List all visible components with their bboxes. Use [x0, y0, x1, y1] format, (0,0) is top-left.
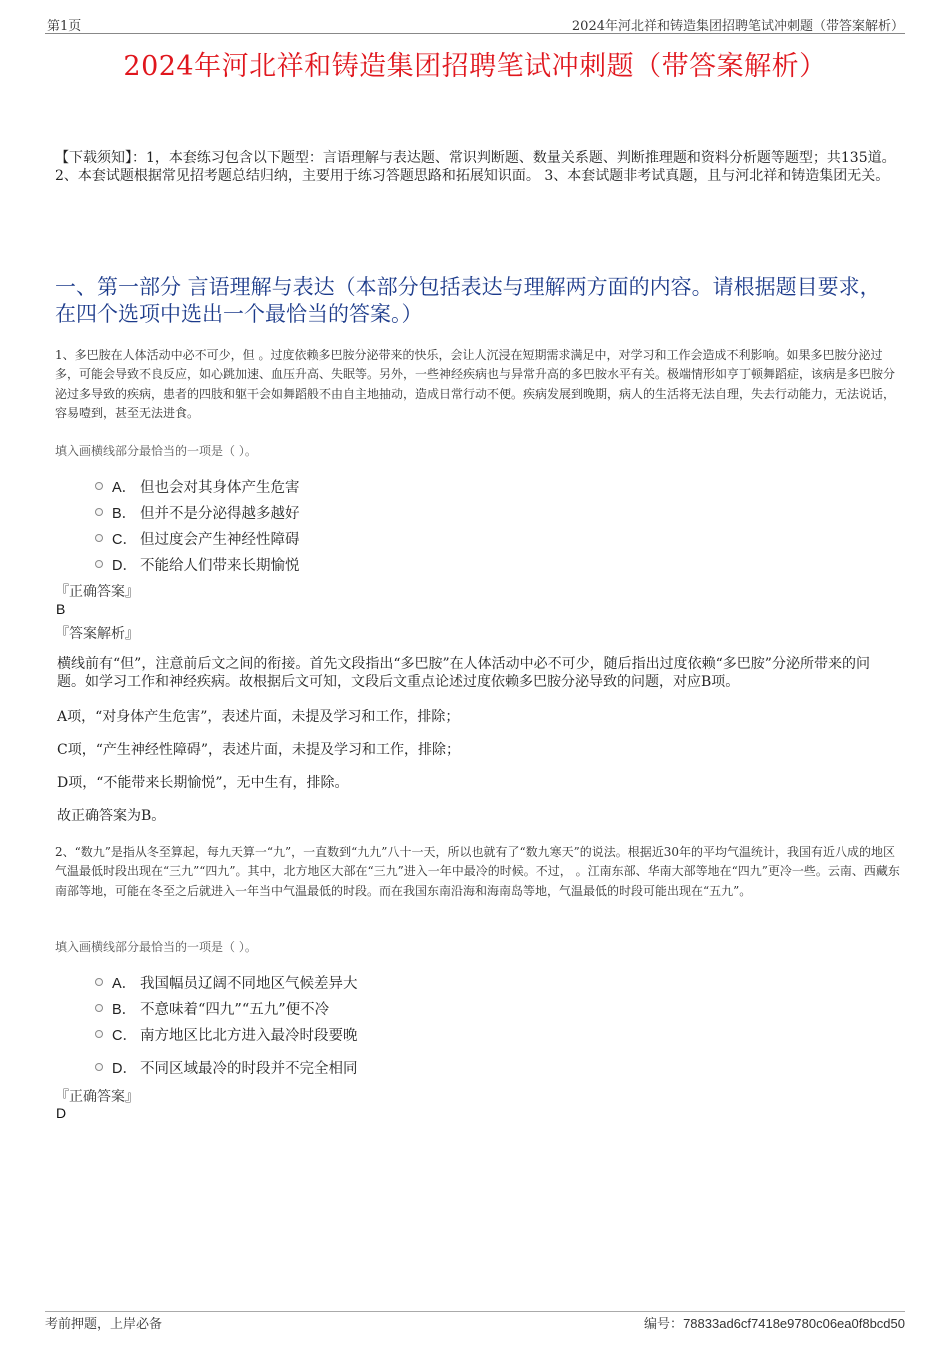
radio-button[interactable] [95, 508, 103, 516]
q1-option-a[interactable] [95, 476, 300, 496]
section-heading: 一、第一部分 言语理解与表达（本部分包括表达与理解两方面的内容。请根据题目要求，在四个选项中选出一个最恰当的答案。） [55, 275, 881, 326]
footer-divider [45, 1311, 905, 1312]
option-letter: C． [112, 531, 137, 548]
q1-analysis-c: C项，“产生神经性障碍”，表述片面，未提及学习和工作，排除； [57, 742, 461, 758]
running-title: 2024年河北祥和铸造集团招聘笔试冲刺题（带答案解析） [571, 19, 904, 34]
option-text: 不意味着“四九”“五九”便不冷 [140, 1001, 330, 1018]
question-1-prompt: 填入画横线部分最恰当的一项是（ ）。 [55, 444, 257, 458]
option-text: 但也会对其身体产生危害 [140, 479, 300, 496]
radio-button[interactable] [95, 560, 103, 568]
q1-option-c[interactable] [95, 528, 300, 548]
q1-analysis-a: A项，“对身体产生危害”，表述片面，未提及学习和工作，排除； [57, 709, 460, 725]
q1-answer: B [56, 601, 66, 617]
document-title: 2024年河北祥和铸造集团招聘笔试冲刺题（带答案解析） [123, 51, 827, 82]
q1-answer-label: 『正确答案』 [55, 584, 139, 600]
header-divider [45, 33, 905, 34]
question-1-text: 1、多巴胺在人体活动中必不可少，但 。过度依赖多巴胺分泌带来的快乐，会让人沉浸在短期需求满足中，对学习和工作会造成不利影响。如果多巴胺分泌过多，可能会导致不良反应，如心跳加速、血压升高、失眠等。另外，一些神经疾病也与异常升高的多巴胺水平有关。极端情形如亨丁顿舞蹈症，该病是多巴胺分泌过多导致的疾病，患者的四肢和躯干会如舞蹈般不由自主地抽动，造成日常行动不便。疾病发展到晚期，病人的生活将无法自理，失去行动能力，无法说话，容易噎到，甚至无法进食。 [55, 348, 896, 420]
option-letter: B． [112, 1001, 137, 1018]
option-letter: D． [112, 557, 137, 574]
question-2-prompt: 填入画横线部分最恰当的一项是（ ）。 [55, 940, 257, 954]
q1-analysis-d: D项，“不能带来长期愉悦”，无中生有，排除。 [57, 775, 349, 791]
q2-option-a[interactable] [95, 972, 358, 992]
q1-analysis-label: 『答案解析』 [55, 626, 139, 642]
radio-button[interactable] [95, 482, 103, 490]
option-letter: C． [112, 1027, 137, 1044]
option-letter: D． [112, 1060, 137, 1077]
q1-conclusion: 故正确答案为B。 [57, 808, 166, 824]
q1-option-d[interactable] [95, 554, 300, 574]
radio-button[interactable] [95, 978, 103, 986]
download-notice: 【下载须知】：1，本套练习包含以下题型：言语理解与表达题、常识判断题、数量关系题、判断推理题和资料分析题等题型；共135道。 2、本套试题根据常见招考题总结归纳，主要用于练习答题思路和拓展知识面。 3、本套试题非考试真题，且与河北祥和铸造集团无关。 [55, 150, 896, 184]
option-text: 不同区域最冷的时段并不完全相同 [140, 1060, 358, 1077]
q2-answer: D [56, 1105, 67, 1121]
radio-button[interactable] [95, 534, 103, 542]
option-letter: A． [112, 479, 137, 496]
q2-answer-label: 『正确答案』 [55, 1089, 139, 1105]
q2-option-b[interactable] [95, 998, 329, 1018]
option-text: 但并不是分泌得越多越好 [140, 505, 300, 522]
option-text: 南方地区比北方进入最冷时段要晚 [140, 1027, 358, 1044]
footer-slogan: 考前押题，上岸必备 [45, 1317, 163, 1332]
q1-option-b[interactable] [95, 502, 300, 522]
q1-analysis-main: 横线前有“但”，注意前后文之间的衔接。首先文段指出“多巴胺”在人体活动中必不可少，随后指出过度依赖“多巴胺”分泌所带来的问题。如学习工作和神经疾病。故根据后文可知，文段后文重点论述过度依赖多巴胺分泌导致的问题，对应B项。 [57, 656, 870, 690]
option-letter: A． [112, 975, 137, 992]
radio-button[interactable] [95, 1063, 103, 1071]
option-text: 我国幅员辽阔不同地区气候差异大 [140, 975, 358, 992]
code-value: 78833ad6cf7418e9780c06ea0f8bcd50 [683, 1316, 905, 1331]
option-letter: B． [112, 505, 137, 522]
q2-option-d[interactable] [95, 1057, 358, 1077]
option-text: 不能给人们带来长期愉悦 [140, 557, 300, 574]
option-text: 但过度会产生神经性障碍 [140, 531, 300, 548]
question-2-text: 2、“数九”是指从冬至算起，每九天算一“九”，一直数到“九九”八十一天，所以也就有了“数九寒天”的说法。根据近30年的平均气温统计，我国有近八成的地区气温最低时段出现在“三九”“四九”。其中，北方地区大部在“三九”进入一年中最冷的时候。不过， 。江南东部、华南大部等地在“四九”更冷一些。云南、西藏东南部等地，可能在冬至之后就进入一年当中气温最低的时段。而在我国东南沿海和海南岛等地，气温最低的时段可能出现在“五九”。 [55, 845, 900, 898]
code-label: 编号： [644, 1317, 684, 1332]
page-number: 第1页 [47, 19, 82, 34]
radio-button[interactable] [95, 1030, 103, 1038]
document-code [644, 1313, 905, 1332]
q2-option-c[interactable] [95, 1024, 358, 1044]
radio-button[interactable] [95, 1004, 103, 1012]
